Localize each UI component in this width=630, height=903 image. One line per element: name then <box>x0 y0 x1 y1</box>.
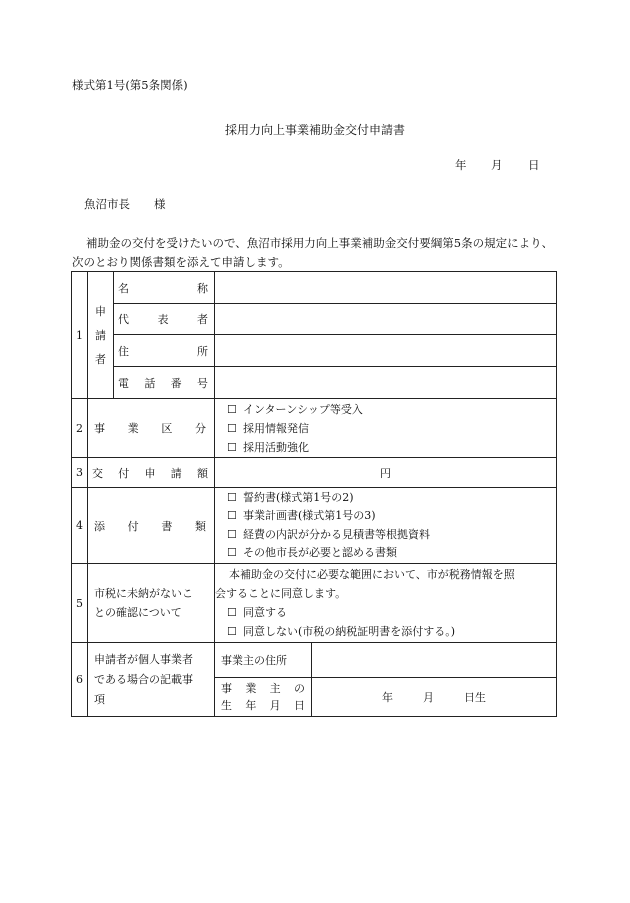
table-row <box>72 304 557 335</box>
owner-birthdate-field[interactable] <box>312 678 557 717</box>
form-number: 様式第1号(第5条関係) <box>72 78 188 92</box>
agree-option[interactable]: ☐ 同意する <box>215 603 556 622</box>
address-label: 住 所 <box>114 335 215 367</box>
checkbox-option[interactable]: ☐ その他市長が必要と認める書類 <box>215 544 556 563</box>
applicant-char: 申 <box>95 305 106 318</box>
attachments-options <box>215 488 557 564</box>
table-row <box>72 272 557 304</box>
table-row <box>72 488 557 564</box>
name-label: 名 称 <box>114 272 215 304</box>
table-row <box>72 399 557 458</box>
checkbox-icon[interactable]: ☐ <box>227 421 237 435</box>
requested-amount-field[interactable] <box>215 458 557 488</box>
checkbox-icon[interactable]: ☐ <box>227 440 237 454</box>
checkbox-icon[interactable]: ☐ <box>227 490 237 504</box>
date-month: 月 <box>491 158 503 172</box>
owner-address-label: 事業主の住所 <box>215 643 312 678</box>
business-category-label: 事 業 区 分 <box>88 399 215 458</box>
row-number: 1 <box>72 272 88 399</box>
table-row <box>72 564 557 643</box>
consent-text: 会することに同意します。 <box>215 587 347 600</box>
disagree-option[interactable]: ☐ 同意しない(市税の納税証明書を添付する。) <box>215 622 556 641</box>
checkbox-icon[interactable]: ☐ <box>227 625 237 638</box>
checkbox-icon[interactable]: ☐ <box>227 402 237 416</box>
row-number: 4 <box>72 488 88 564</box>
representative-field[interactable] <box>215 304 557 335</box>
addressee-name: 魚沼市長 <box>84 197 130 211</box>
birth-year: 年 <box>382 691 393 704</box>
checkbox-option[interactable]: ☐ 採用情報発信 <box>215 419 556 438</box>
table-row <box>72 367 557 399</box>
birth-day: 日生 <box>464 691 486 704</box>
row-number: 2 <box>72 399 88 458</box>
date-day: 日 <box>528 158 540 172</box>
table-row <box>72 643 557 678</box>
application-table <box>71 271 557 717</box>
checkbox-icon[interactable]: ☐ <box>227 527 237 541</box>
checkbox-icon[interactable]: ☐ <box>227 509 237 522</box>
checkbox-option[interactable]: ☐ 経費の内訳が分かる見積書等根拠資料 <box>215 526 556 545</box>
business-category-options <box>215 399 557 458</box>
birth-month: 月 <box>423 691 434 704</box>
requested-amount-label: 交 付 申 請 額 <box>88 458 215 488</box>
tax-consent-cell <box>215 564 557 643</box>
checkbox-icon[interactable]: ☐ <box>227 546 237 559</box>
sole-proprietor-label: 申請者が個人事業者 である場合の記載事 項 <box>88 643 215 717</box>
owner-address-field[interactable] <box>312 643 557 678</box>
attachments-label: 添 付 書 類 <box>88 488 215 564</box>
checkbox-option[interactable]: ☐ 採用活動強化 <box>215 438 556 457</box>
date-year: 年 <box>455 158 467 172</box>
tax-check-label: 市税に未納がないこ との確認について <box>88 564 215 643</box>
document-title: 採用力向上事業補助金交付申請書 <box>224 123 405 137</box>
addressee <box>84 196 166 212</box>
row-number: 6 <box>72 643 88 717</box>
representative-label: 代 表 者 <box>114 304 215 335</box>
yen-unit: 円 <box>380 466 391 480</box>
phone-label: 電 話 番 号 <box>114 367 215 399</box>
address-field[interactable] <box>215 335 557 367</box>
checkbox-option[interactable]: ☐ インターンシップ等受入 <box>215 400 556 419</box>
owner-birthdate-label: 事 業 主 の 生 年 月 日 <box>215 678 312 717</box>
applicant-char: 者 <box>95 353 106 366</box>
applicant-group-label <box>88 272 114 399</box>
applicant-char: 請 <box>95 329 106 342</box>
row-number: 3 <box>72 458 88 488</box>
consent-text: 本補助金の交付に必要な範囲において、市が税務情報を照 <box>229 568 515 581</box>
addressee-honorific: 様 <box>154 197 166 211</box>
row-number: 5 <box>72 564 88 643</box>
table-row <box>72 458 557 488</box>
checkbox-option[interactable]: ☐ 事業計画書(様式第1号の3) <box>215 507 556 526</box>
name-field[interactable] <box>215 272 557 304</box>
intro-text: 補助金の交付を受けたいので、魚沼市採用力向上事業補助金交付要綱第5条の規定により、次のとおり関係書類を添えて申請します。 <box>72 236 554 269</box>
checkbox-option[interactable]: ☐ 誓約書(様式第1号の2) <box>215 489 556 508</box>
checkbox-icon[interactable]: ☐ <box>227 606 237 619</box>
phone-field[interactable] <box>215 367 557 399</box>
table-row <box>72 335 557 367</box>
